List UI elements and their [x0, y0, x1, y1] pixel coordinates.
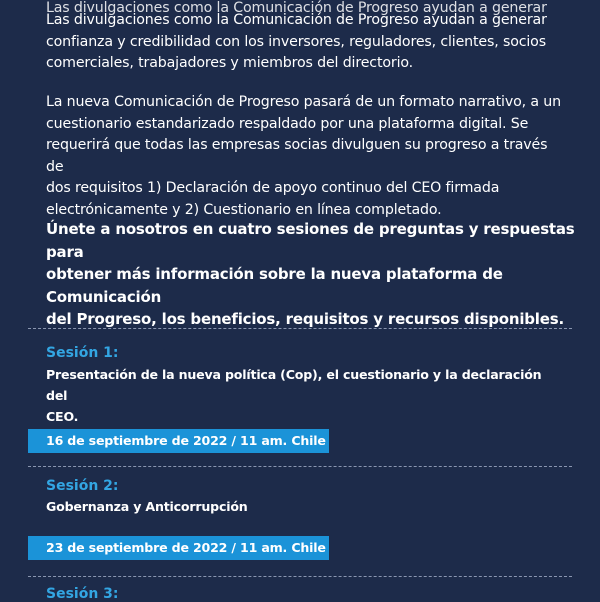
session-1-description-line: CEO. — [46, 409, 79, 424]
cta-line: Únete a nosotros en cuatro sesiones de preguntas y respuestas para — [46, 220, 575, 261]
intro-paragraph-2-line: requerirá que todas las empresas socias divulguen su progreso a través de — [46, 137, 548, 175]
session-2-title: Sesión 2: — [46, 478, 119, 494]
session-1-title: Sesión 1: — [46, 345, 119, 361]
session-1-date: 16 de septiembre de 2022 / 11 am. Chile — [28, 429, 329, 453]
intro-paragraph-2 — [46, 92, 566, 221]
intro-paragraph-2-line: dos requisitos 1) Declaración de apoyo continuo del CEO firmada — [46, 180, 500, 196]
section-divider — [28, 466, 572, 467]
intro-paragraph-1-line: comerciales, trabajadores y miembros del directorio. — [46, 55, 413, 71]
session-2-description — [46, 496, 566, 517]
intro-paragraph-2-line: cuestionario estandarizado respaldado por una plataforma digital. Se — [46, 115, 529, 132]
session-1-description — [46, 364, 566, 427]
intro-paragraph-1 — [46, 0, 566, 75]
intro-paragraph-1-line: Las divulgaciones como la Comunicación de Progreso ayudan a generar — [46, 12, 547, 28]
session-2-description-line: Gobernanza y Anticorrupción — [46, 499, 248, 514]
intro-paragraph-2-line: electrónicamente y 2) Cuestionario en línea completado. — [46, 201, 442, 218]
intro-paragraph-1-line: confianza y credibilidad con los inversores, reguladores, clientes, socios — [46, 33, 546, 50]
cta-line: obtener más información sobre la nueva plataforma de Comunicación — [46, 265, 503, 306]
cta-paragraph — [46, 218, 576, 331]
section-divider — [28, 576, 572, 577]
intro-paragraph-2-line: La nueva Comunicación de Progreso pasará de un formato narrativo, a un — [46, 94, 561, 110]
cta-line: del Progreso, los beneficios, requisitos y recursos disponibles. — [46, 310, 564, 328]
session-1-description-line: Presentación de la nueva política (Cop), el cuestionario y la declaración del — [46, 367, 542, 403]
intro-paragraph-1-line: Las divulgaciones como la Comunicación de Progreso ayudan a generar — [46, 0, 547, 16]
section-divider — [28, 328, 572, 329]
session-2-date: 23 de septiembre de 2022 / 11 am. Chile — [28, 536, 329, 560]
session-3-title: Sesión 3: — [46, 586, 119, 602]
